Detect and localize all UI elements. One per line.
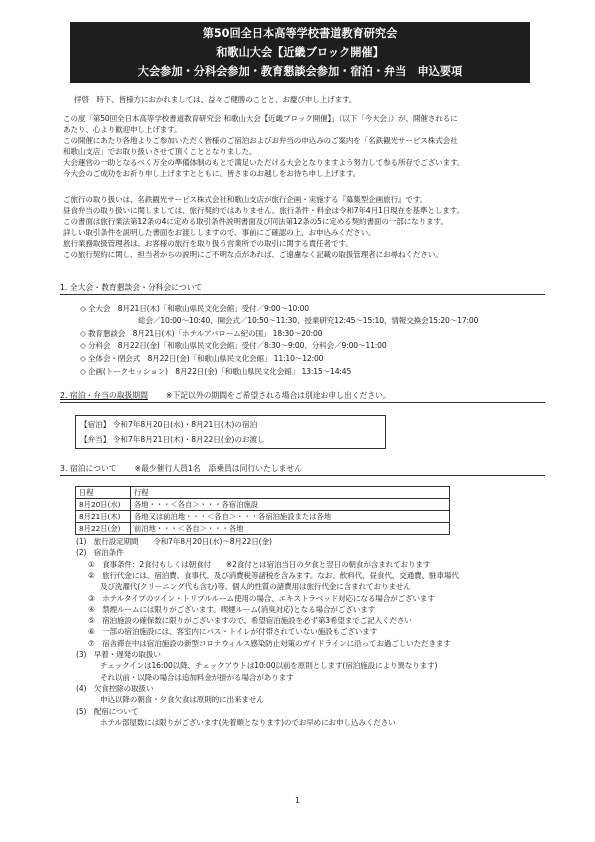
terms-line: 昼食弁当の取り扱いに関しましては、旅行契約ではありません。旅行条件・料金は令和7年4月1日現在を基準とします。	[63, 206, 464, 215]
condition-line: チェックインは16:00以降、チェックアウトは10:00以前を原則とします(宿泊施設により異なります)	[100, 661, 438, 671]
schedule-item: ◇ 分科会 8月22日(金)「和歌山県民文化会館」受付／8:30～9:00、分科会／9:00～11:00	[80, 341, 387, 350]
schedule-item: ◇ 全体会・閉会式 8月22日(金)「和歌山県民文化会館」 11:10～12:00	[80, 354, 324, 363]
schedule-item: ◇ 企画(トークセッション) 8月22日(金)「和歌山県民文化会館」 13:15～14:45	[80, 367, 352, 376]
intro-line: この度「第50回全日本高等学校書道教育研究会 和歌山大会【近畿ブロック開催】」（以下「今大会」）が、開催されるに	[63, 114, 458, 123]
section-2-note: ※下記以外の期間をご希望される場合は別途お申し出ください。	[165, 391, 391, 400]
terms-line: 旅行業務取扱管理者は、お客様の旅行を取り扱う営業所での取引に関する責任者です。	[63, 239, 353, 248]
table-cell: 各地又は前泊地・・・＜各自＞・・・各宿泊施設または各地	[131, 511, 450, 523]
intro-line: あたり、心より歓迎申し上げます。	[63, 125, 182, 134]
schedule-item: 総会／10:00～10:40、開会式／10:50～11:30、授業研究12:45～15:10、情報交換会15:20～17:00	[138, 316, 479, 325]
condition-line: (3) 早着・遅発の取扱い	[76, 650, 161, 659]
title-line-3: 大会参加・分科会参加・教育懇談会参加・宿泊・弁当 申込要項	[137, 65, 463, 78]
section-3-heading	[60, 463, 545, 476]
page-number: 1	[294, 796, 301, 805]
condition-line: (2) 宿泊条件	[76, 548, 124, 558]
condition-line: 申込以降の朝食・夕食欠食は原則的に出来ません	[100, 695, 264, 705]
itinerary-table	[75, 486, 450, 535]
table-header: 日程	[76, 487, 131, 499]
period-box	[75, 415, 386, 449]
stay-period: 【宿泊】 令和7年8月20日(水)・8月21日(木)の宿泊	[80, 420, 258, 429]
condition-line: (1) 旅行設定期間 令和7年8月20日(水)～8月22日(金)	[76, 537, 272, 546]
table-row	[76, 511, 450, 523]
table-cell: 8月20日(水)	[76, 499, 131, 511]
table-header-row	[76, 487, 450, 499]
condition-line: ⑦ 宿舎滞在中は宿泊施設の新型コロナウィルス感染防止対策のガイドラインに沿ってお過ごしいただきます	[88, 638, 451, 648]
terms-line: この旅行契約に関し、担当者からの説明にご不明な点があれば、ご遠慮なく記載の取扱管理者にお尋ねください。	[63, 250, 443, 259]
table-header: 行程	[131, 487, 450, 499]
greeting: 拝啓 時下、皆様方におかれましては、益々ご健勝のことと、お慶び申し上げます。	[74, 95, 357, 104]
table-cell: 各地・・・＜各自＞・・・各宿泊施設	[131, 499, 450, 511]
intro-line: 今大会のご成功をお祈り申し上げますとともに、皆さまのお越しをお待ち申し上げます。	[63, 169, 361, 178]
table-row	[76, 523, 450, 535]
intro-line: 大会運営の一助となるべく万全の準備体制のもとで満足いただける大会となりますよう努力して参る所存でございます。	[63, 158, 465, 167]
condition-line: ① 食事条件：2食付もしくは朝食付 ※2食付とは宿泊当日の夕食と翌日の朝食が含まれております	[88, 559, 431, 569]
title-banner	[70, 22, 530, 83]
title-line-2: 和歌山大会【近畿ブロック開催】	[216, 46, 384, 59]
section-2-title: 2. 宿泊・弁当の取扱期間	[60, 391, 148, 400]
condition-line: ⑤ 宿泊施設の確保数に限りがございますので、希望宿泊施設を必ず第3希望までご記入ください	[88, 616, 412, 626]
section-3-title: 3. 宿泊について	[60, 464, 117, 473]
table-cell: 前泊地・・・＜各自＞・・・各地	[131, 523, 450, 535]
condition-line: ホテル部屋数には限りがございます(先着順となります)のでお早めにお申し込みください	[100, 717, 396, 727]
condition-line: ④ 禁煙ルームには限りがございます。喫煙ルーム(消臭対応)となる場合がございます	[88, 604, 376, 614]
condition-line: ② 旅行代金には、宿泊費、食事代、及び消費税等諸税を含みます。なお、飲料代、昼食代、交通費、駐車場代	[88, 570, 459, 580]
condition-line: それ以前・以降の場合は追加料金が掛かる場合があります	[100, 672, 294, 682]
terms-line: この書面は旅行業法第12条の4に定める取引条件説明書面及び同法第12条の5に定める契約書面の一部になります。	[63, 217, 448, 226]
table-row	[76, 499, 450, 511]
section-3-note: ※最少催行人員1名 添乗員は同行いたしません	[134, 464, 302, 473]
condition-line: (4) 欠食控除の取扱い	[76, 683, 154, 693]
terms-line: ご旅行の取り扱いは、名鉄観光サービス株式会社和歌山支店が旅行企画・実施する『募集型企画旅行』です。	[63, 195, 428, 204]
schedule-item: ◇ 教育懇談会 8月21日(木)「ホテルアバローム紀の国」 18:30～20:00	[80, 329, 323, 338]
table-cell: 8月22日(金)	[76, 523, 131, 535]
bento-period: 【弁当】 令和7年8月21日(木)・8月22日(金)のお渡し	[80, 435, 265, 444]
section-1-heading	[60, 282, 545, 295]
section-2-heading	[60, 390, 545, 403]
intro-line: 和歌山支店」でお取り扱いさせて頂くこととなりました。	[63, 147, 257, 156]
condition-line: (5) 配宿について	[76, 706, 139, 716]
schedule-item: ◇ 全大会 8月21日(木)「和歌山県民文化会館」受付／9:00～10:00	[80, 304, 309, 313]
condition-line: 及び洗濯代(クリーニング代も含む)等、個人的性質の諸費用は旅行代金に含まれておりません	[100, 582, 411, 592]
title-line-1: 第50回全日本高等学校書道教育研究会	[202, 27, 398, 40]
condition-line: ⑥ 一部の宿泊施設には、客室内にバス・トイレが付帯されていない施設もございます	[88, 627, 378, 637]
condition-line: ③ ホテルタイプのツイン・トリプルルーム使用の場合、エキストラベッド対応になる場合がございます	[88, 593, 435, 603]
terms-line: 詳しい取引条件を説明した書面をお渡ししますので、事前にご確認の上、お申込みください。	[63, 228, 376, 237]
table-cell: 8月21日(木)	[76, 511, 131, 523]
intro-line: この開催にあたり各地よりご参加いただく皆様のご宿泊およびお弁当の申込みのご案内を「名鉄観光サービス株式会社	[63, 136, 458, 145]
section-1-title: 1. 全大会・教育懇談会・分科会について	[60, 283, 203, 292]
